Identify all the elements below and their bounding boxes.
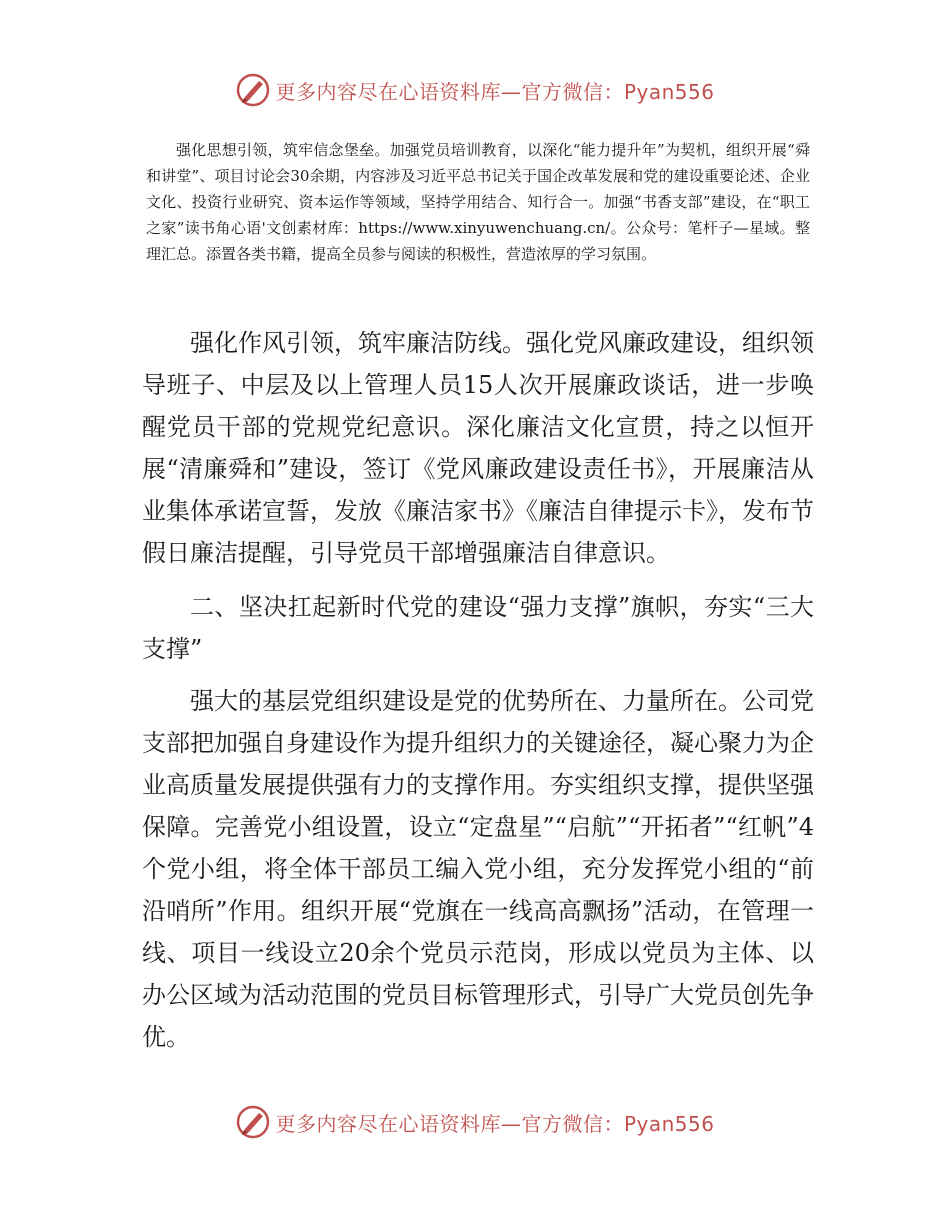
pen-logo-icon bbox=[235, 1104, 271, 1140]
header-banner bbox=[0, 68, 950, 112]
body-section-2 bbox=[142, 586, 814, 682]
paragraph-organization: 强大的基层党组织建设是党的优势所在、力量所在。公司党支部把加强自身建设作为提升组织力的关键途径，凝心聚力为企业高质量发展提供强有力的支撑作用。夯实组织支撑，提供坚强保障。完善党小组设置，设立“定盘星”“启航”“开拓者”“红帆”4个党小组，将全体干部员工编入党小组，充分发挥党小组的“前沿哨所”作用。组织开展“党旗在一线高高飘扬”活动，在管理一线、项目一线设立20余个党员示范岗，形成以党员为主体、以办公区域为活动范围的党员目标管理形式，引导广大党员创先争优。 bbox=[142, 687, 814, 1051]
footer-banner bbox=[0, 1100, 950, 1144]
banner-text: 更多内容尽在心语资料库—官方微信：Pyan556 bbox=[275, 79, 715, 104]
banner-text: 更多内容尽在心语资料库—官方微信：Pyan556 bbox=[275, 1111, 715, 1136]
body-section-3 bbox=[142, 680, 814, 1070]
body-section-1 bbox=[142, 322, 814, 586]
section-heading: 二、坚决扛起新时代党的建设“强力支撑”旗帜，夯实“三大支撑” bbox=[142, 593, 814, 663]
paragraph-integrity: 强化作风引领，筑牢廉洁防线。强化党风廉政建设，组织领导班子、中层及以上管理人员15人次开展廉政谈话，进一步唤醒党员干部的党规党纪意识。深化廉洁文化宣贯，持之以恒开展“清廉舜和”建设，签订《党风廉政建设责任书》，开展廉洁从业集体承诺宣誓，发放《廉洁家书》《廉洁自律提示卡》，发布节假日廉洁提醒，引导党员干部增强廉洁自律意识。 bbox=[142, 329, 814, 567]
pen-logo-icon bbox=[235, 72, 271, 108]
small-paragraph: 强化思想引领，筑牢信念堡垒。加强党员培训教育，以深化“能力提升年”为契机，组织开展“舜和讲堂”、项目讨论会30余期，内容涉及习近平总书记关于国企改革发展和党的建设重要论述、企业文化、投资行业研究、资本运作等领域，坚持学用结合、知行合一。加强“书香支部”建设，在“职工之家”读书角心语'文创素材库：https://www.xinyuwenchuang.cn/。公众号：笔杆子—星域。整理汇总。添置各类书籍，提高全员参与阅读的积极性，营造浓厚的学习氛围。 bbox=[146, 141, 810, 263]
